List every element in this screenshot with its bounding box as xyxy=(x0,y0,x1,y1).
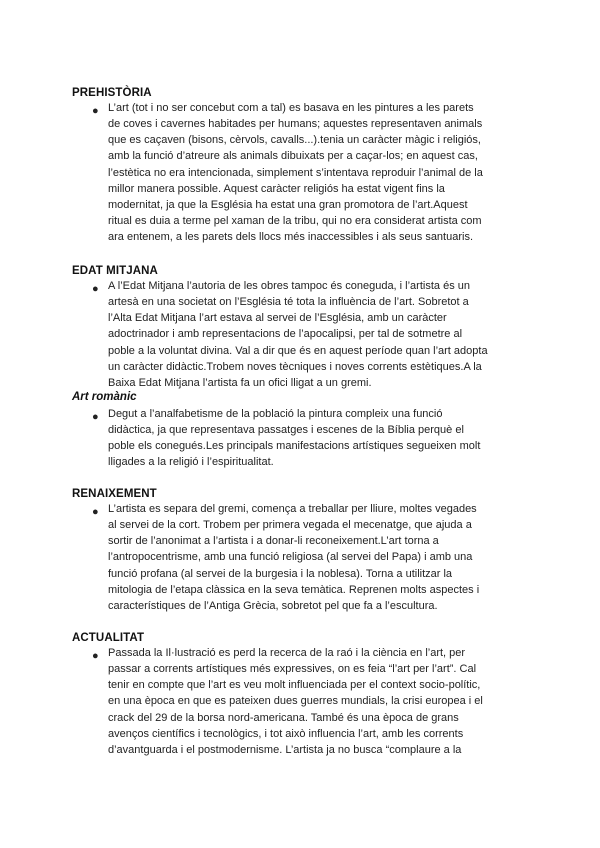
bullet-icon: ● xyxy=(92,105,99,117)
text-line: que es caçaven (bisons, cèrvols, cavalls...).tenia un caràcter màgic i religiós, xyxy=(108,134,481,147)
text-line: A l’Edat Mitjana l’autoria de les obres tampoc és coneguda, i l’artista és un xyxy=(108,280,470,292)
text-line: Degut a l’analfabetisme de la població la pintura compleix una funció xyxy=(108,408,443,420)
text-line: didàctica, ja que representava passatges i escenes de la Bíblia perquè el xyxy=(108,424,464,437)
text-line: poble a la voluntat divina. Val a dir que és en aquest període quan l’art adopta xyxy=(108,344,488,357)
section-heading-prehistoria: PREHISTÒRIA xyxy=(72,87,152,99)
text-line: ara entenem, a les parets dels llocs més inaccessibles i als seus santuaris. xyxy=(108,231,474,244)
text-line: modernitat, ja que la Església ha estat una gran promotora de l’art.Aquest xyxy=(108,198,468,211)
text-line: tenir en compte que l’art es veu molt influenciada per el context socio-polític, xyxy=(108,679,481,692)
text-line: L’artista es separa del gremi, comença a treballar per lliure, moltes vegades xyxy=(108,503,477,515)
text-line: un caràcter didàctic.Trobem noves tècniques i noves corrents estètiques.A la xyxy=(108,360,482,373)
section-heading-edat-mitjana: EDAT MITJANA xyxy=(72,265,158,277)
text-line: sortir de l’anonimat a l’artista i a donar-li reconeixement.L’art torna a xyxy=(108,535,439,548)
text-line: adoctrinador i amb representacions de l’apocalipsi, per tal de sotmetre al xyxy=(108,328,463,341)
text-line: de coves i cavernes habitades per humans; aquestes representaven animals xyxy=(108,118,483,131)
text-line: Passada la Il·lustració es perd la recerca de la raó i la ciència en l’art, per xyxy=(108,647,466,659)
paragraph-edat-mitjana xyxy=(108,278,528,391)
text-line: poble els conegués.Les principals manifestacions artístiques segueixen molt xyxy=(108,440,481,453)
text-line: artesà en una societat on l’Església té tota la influència de l’art. Sobretot a xyxy=(108,296,469,309)
text-line: lligades a la religió i l’espiritualitat. xyxy=(108,456,274,469)
text-line: mitologia de l’etapa clàssica en la seva temàtica. Reprenen molts aspectes i xyxy=(108,583,480,596)
bullet-icon: ● xyxy=(92,283,99,295)
text-line: l’Alta Edat Mitjana l’art estava al servei de l’Església, amb un caràcter xyxy=(108,312,447,325)
subsection-heading-art-romanic: Art romànic xyxy=(72,391,137,403)
text-line: avenços científics i tecnològics, i tot això influencia l’art, amb les corrents xyxy=(108,727,464,740)
text-line: l’estètica no era intencionada, simplement s’intentava reproduir l’animal de la xyxy=(108,166,483,179)
bullet-icon: ● xyxy=(92,506,99,518)
text-line: característiques de l’Antiga Grècia, sobretot pel que fa a l’escultura. xyxy=(108,599,438,612)
text-line: passar a corrents artístiques més expressives, on es feia “l’art per l’art”. Cal xyxy=(108,663,477,676)
paragraph-actualitat xyxy=(108,645,528,758)
text-line: en una època en que es pateixen dues guerres mundials, la crisi europea i el xyxy=(108,695,483,708)
paragraph-art-romanic xyxy=(108,406,528,471)
bullet-icon: ● xyxy=(92,650,99,662)
text-line: Baixa Edat Mitjana l’artista fa un ofici lligat a un gremi. xyxy=(108,376,372,389)
text-line: l’antropocentrisme, amb una funció religiosa (al servei del Papa) i amb una xyxy=(108,551,473,564)
bullet-icon: ● xyxy=(92,411,99,423)
text-line: millor manera possible. Aquest caràcter religiós ha estat vigent fins la xyxy=(108,182,445,195)
text-line: crack del 29 de la borsa nord-americana. També és una època de grans xyxy=(108,711,459,724)
text-line: funció profana (al servei de la burgesia i la noblesa). Torna a utilitzar la xyxy=(108,567,453,580)
paragraph-renaixement xyxy=(108,501,528,614)
text-line: amb la funció d’atreure als animals dibuixats per a caçar-los; en aquest cas, xyxy=(108,150,478,163)
section-heading-actualitat: ACTUALITAT xyxy=(72,632,145,644)
text-line: al servei de la cort. Trobem per primera vegada el mecenatge, que ajuda a xyxy=(108,519,472,532)
text-line: L’art (tot i no ser concebut com a tal) es basava en les pintures a les parets xyxy=(108,102,474,114)
text-line: d’avantguarda i el postmodernisme. L’artista ja no busca “complaure a la xyxy=(108,743,462,756)
text-line: ritual es duia a terme pel xaman de la tribu, qui no era considerat artista com xyxy=(108,214,482,227)
section-heading-renaixement: RENAIXEMENT xyxy=(72,488,157,500)
paragraph-prehistoria xyxy=(108,100,528,245)
